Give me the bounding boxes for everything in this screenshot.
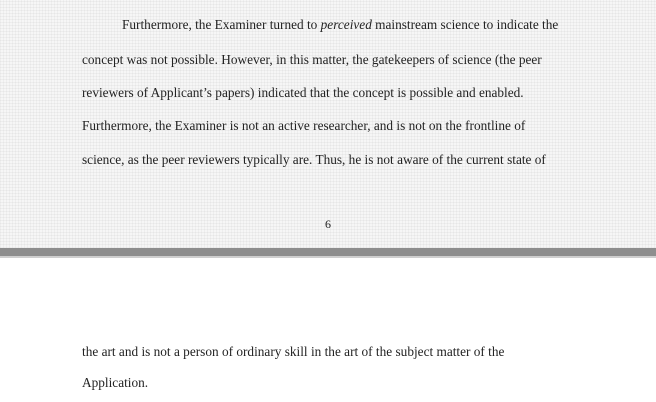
page-7 (0, 258, 656, 402)
paragraph-line-5: science, as the peer reviewers typically are. Thus, he is not aware of the current state of (82, 152, 546, 167)
paragraph-line-4: Furthermore, the Examiner is not an active researcher, and is not on the frontline of (82, 118, 526, 133)
paragraph-line-3: reviewers of Applicant’s papers) indicated that the concept is possible and enabled. (82, 85, 524, 100)
line-1-italic-word: perceived (320, 17, 372, 32)
paragraph-line-6: the art and is not a person of ordinary skill in the art of the subject matter of the (82, 344, 505, 359)
page-break-divider (0, 248, 656, 256)
line-1-text-after: mainstream science to indicate the (371, 17, 559, 32)
paragraph-line-2: concept was not possible. However, in this matter, the gatekeepers of science (the peer (82, 52, 542, 67)
paragraph-line-1 (122, 17, 558, 33)
paragraph-line-7: Application. (82, 375, 149, 390)
line-1-text-before: Furthermore, the Examiner turned to (122, 17, 321, 32)
page-number: 6 (325, 217, 331, 231)
